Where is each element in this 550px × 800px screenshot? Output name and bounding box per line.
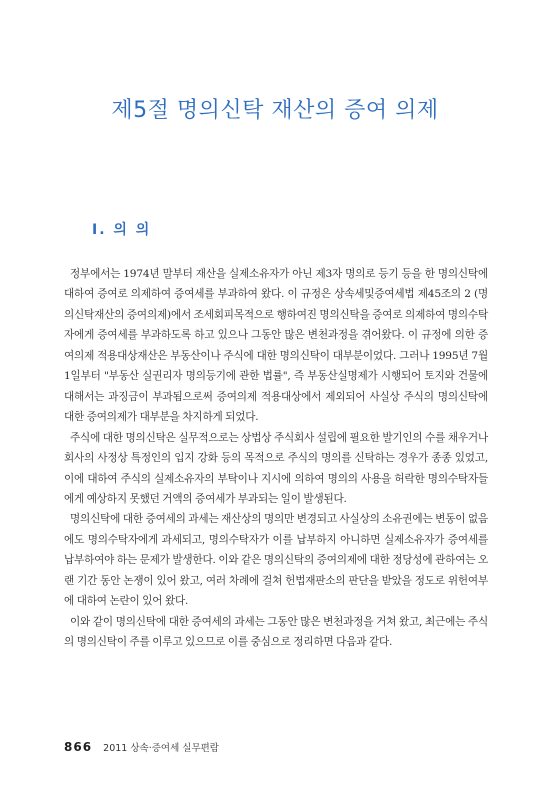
- paragraph-1: 정부에서는 1974년 말부터 재산을 실제소유자가 아닌 제3자 명의로 등기 등을 한 명의신탁에 대하여 증여로 의제하여 증여세를 부과하여 왔다. 이 규정은 상속세및증여세법 제45조의 2 (명의신탁재산의 증여의제)에서 조세회피목적으로 행하여진 명의신탁을 증여로 의제하여 명의수탁자에게 증여세를 부과하도록 하고 있으나 그동안 많은 변천과정을 겪어왔다. 이 규정에 의한 증여의제 적용대상재산은 부동산이나 주식에 대한 명의신탁이 대부분이었다. 그러나 1995년 7월 1일부터 "부동산 실권리자 명의등기에 관한 법률", 즉 부동산실명제가 시행되어 토지와 건물에 대해서는 과징금이 부과됨으로써 증여의제 적용대상에서 제외되어 사실상 주식의 명의신탁에 대한 증여의제가 대부분을 차지하게 되었다.: [64, 268, 488, 424]
- page-footer: [64, 736, 219, 755]
- body-text: [64, 264, 488, 653]
- page-number: 866: [64, 740, 93, 754]
- section-heading: Ⅰ. 의 의: [92, 222, 152, 238]
- chapter-title: 제5절 명의신탁 재산의 증여 의제: [111, 98, 439, 123]
- paragraph-2: 주식에 대한 명의신탁은 실무적으로는 상법상 주식회사 설립에 필요한 발기인의 수를 채우거나 회사의 사정상 특정인의 입지 강화 등의 목적으로 주식의 명의를 신탁하는 경우가 종종 있었고, 이에 대하여 주식의 실제소유자의 부탁이나 지시에 의하여 명의의 사용을 허락한 명의수탁자들에게 예상하지 못했던 거액의 증여세가 부과되는 일이 발생된다.: [64, 431, 488, 505]
- paragraph-4: 이와 같이 명의신탁에 대한 증여세의 과세는 그동안 많은 변천과정을 거쳐 왔고, 최근에는 주식의 명의신탁이 주를 이루고 있으므로 이를 중심으로 정리하면 다음과 같다.: [64, 615, 488, 649]
- paragraph-3: 명의신탁에 대한 증여세의 과세는 재산상의 명의만 변경되고 사실상의 소유권에는 변동이 없음에도 명의수탁자에게 과세되고, 명의수탁자가 이를 납부하지 아니하면 실제소유자가 증여세를 납부하여야 하는 문제가 발생한다. 이와 같은 명의신탁의 증여의제에 대한 정당성에 관하여는 오랜 기간 동안 논쟁이 있어 왔고, 여러 차례에 걸쳐 헌법재판소의 판단을 받았을 정도로 위헌여부에 대하여 논란이 있어 왔다.: [64, 513, 488, 608]
- footer-book-title: 2011 상속·증여세 실무편람: [103, 743, 219, 754]
